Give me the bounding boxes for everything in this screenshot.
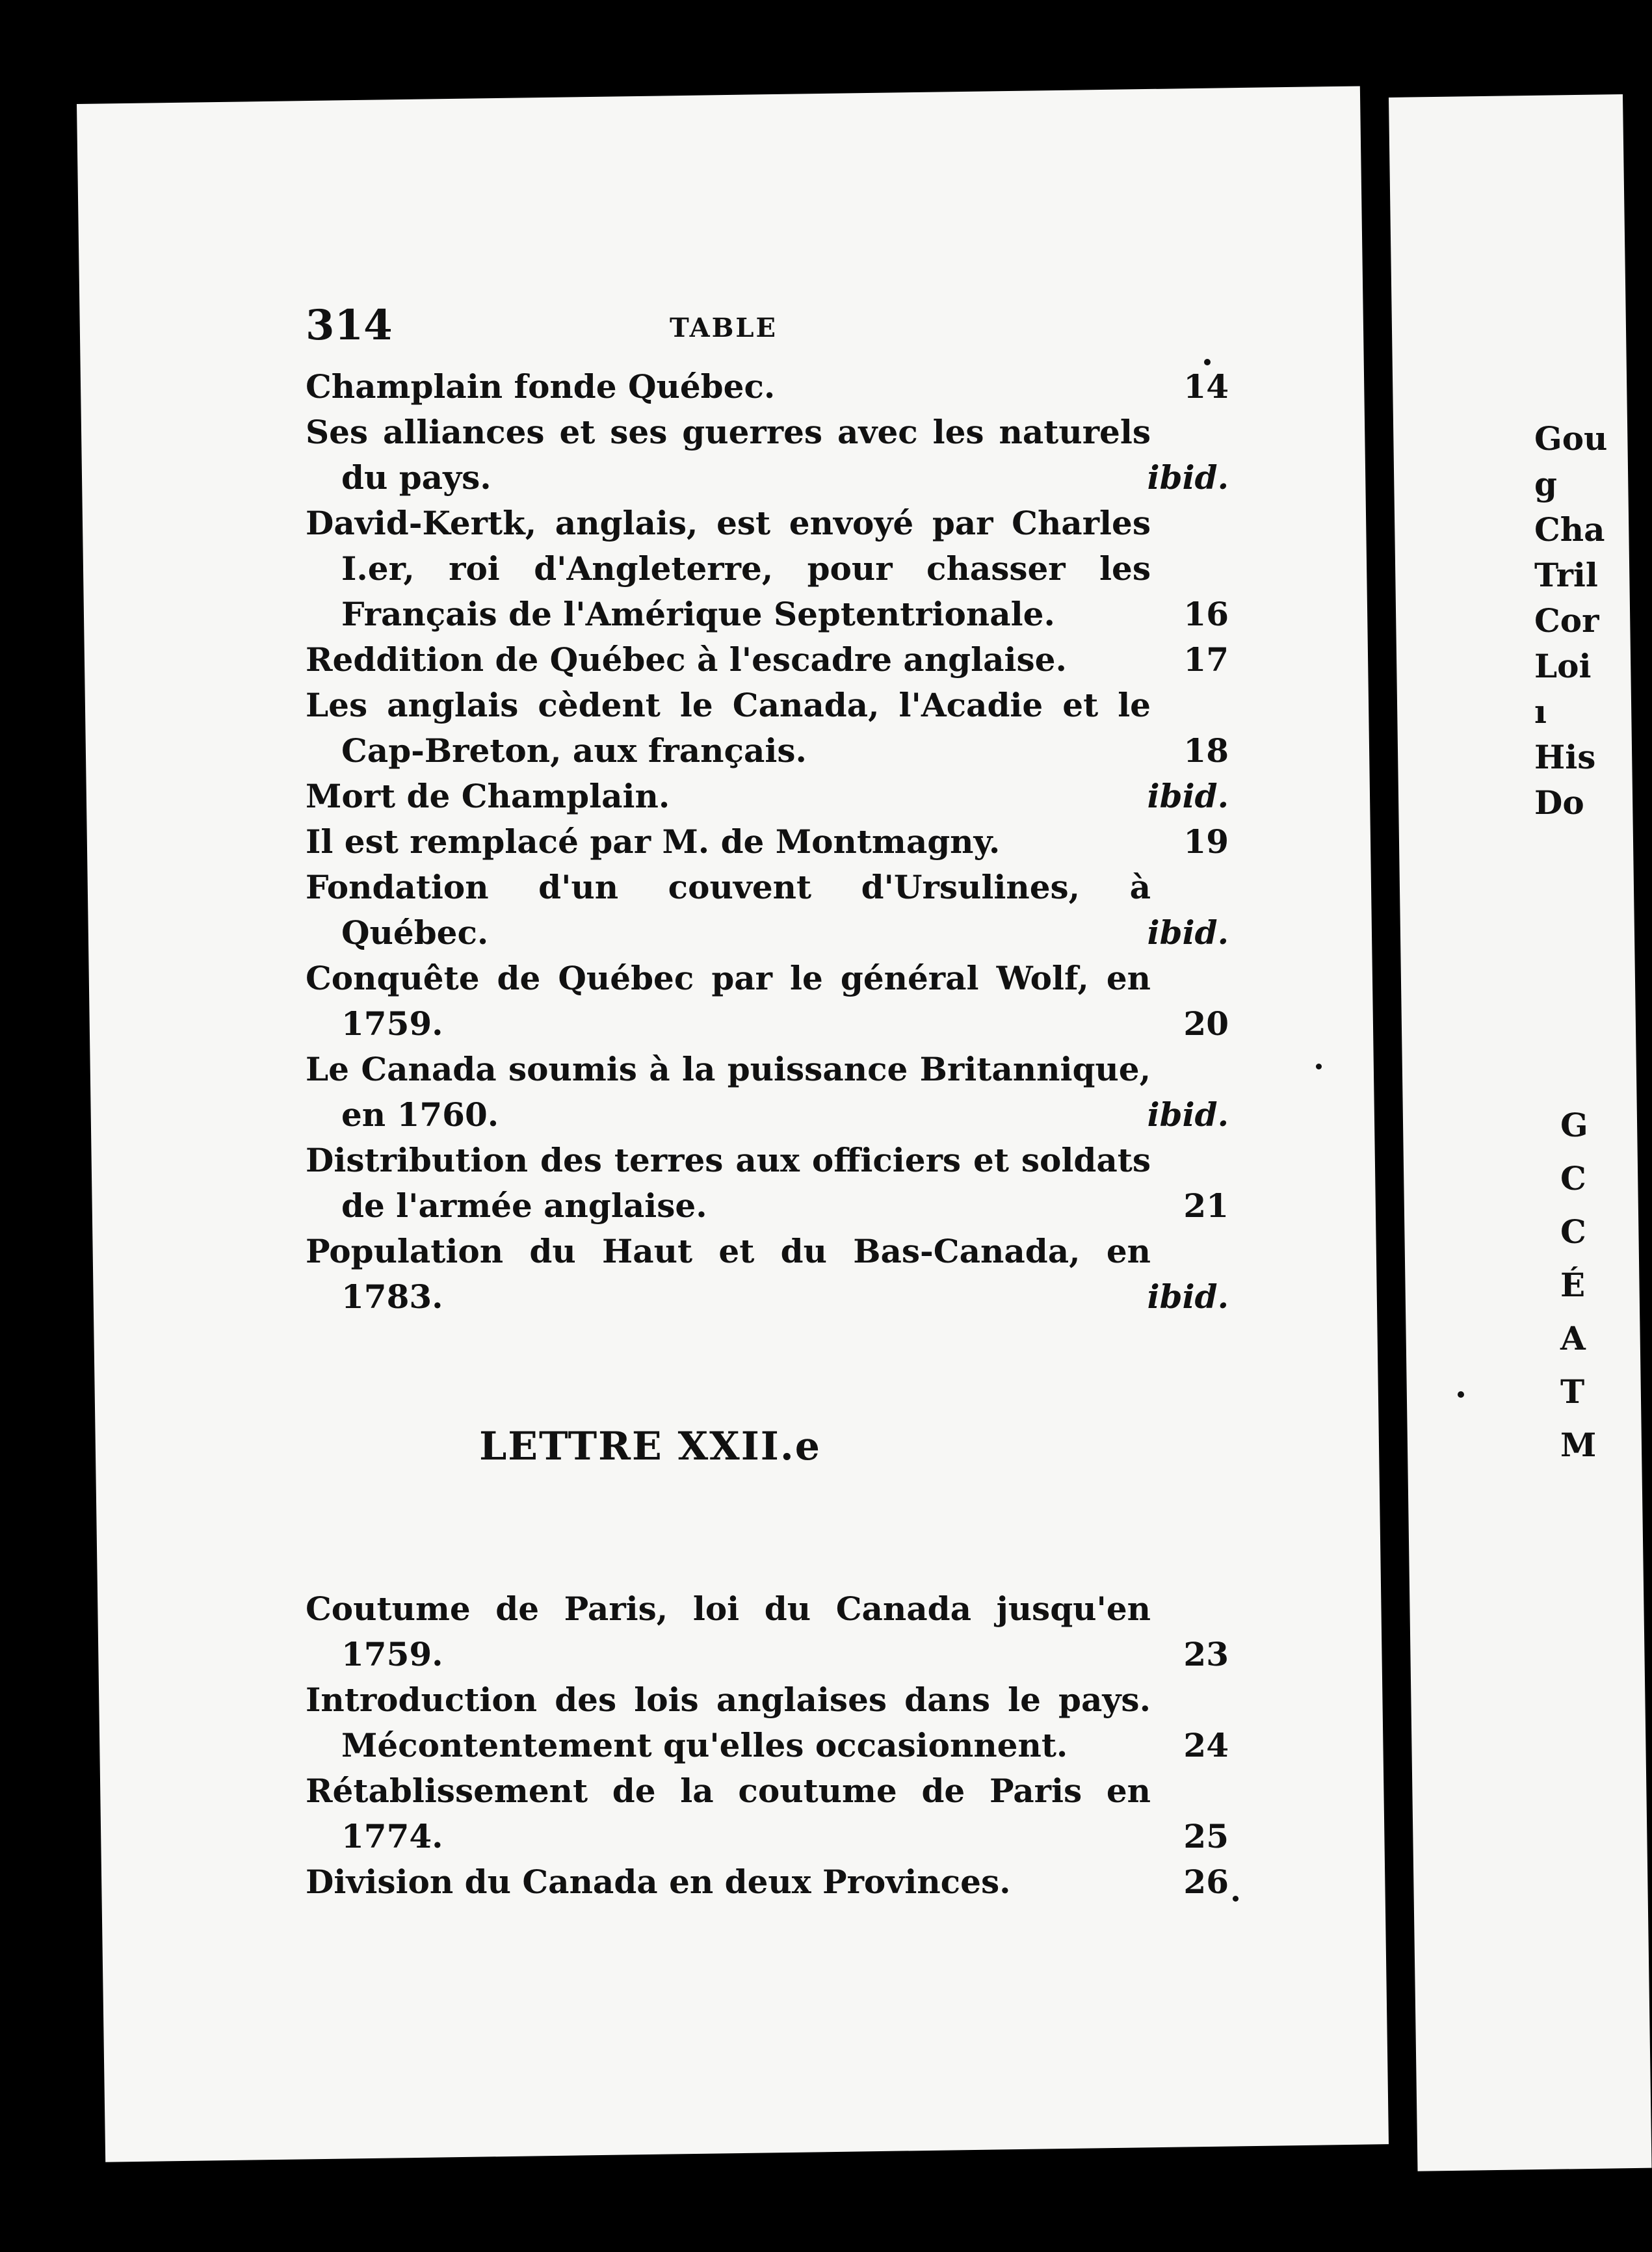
- entry-text: Champlain fonde Québec.: [306, 367, 776, 406]
- fragment-line: g: [1534, 465, 1557, 503]
- running-title: TABLE: [670, 313, 778, 343]
- fragment-line: Cha: [1534, 510, 1605, 549]
- entry-page-ref: ibid.: [1147, 1095, 1229, 1134]
- entry-page-ref: 26: [1183, 1863, 1229, 1901]
- entry-page-ref: 21: [1183, 1186, 1229, 1225]
- entry-text: Les anglais cèdent le Canada, l'Acadie et le Cap-Breton, aux français.: [306, 686, 1151, 770]
- list-item: [306, 1047, 1229, 1138]
- list-item: [306, 683, 1229, 774]
- right-page-text-fragments-lower: [1560, 1099, 1599, 1472]
- fragment-line: His: [1534, 738, 1596, 776]
- list-item: [306, 774, 1229, 819]
- list-item: [306, 1586, 1229, 1677]
- list-item: [306, 956, 1229, 1047]
- fragment-line: A: [1560, 1319, 1586, 1357]
- table-entries-letter-xxii: [306, 1586, 1229, 1905]
- fragment-line: É: [1560, 1266, 1586, 1304]
- page-header: [306, 301, 1229, 360]
- entry-text: Introduction des lois anglaises dans le pays. Mécontentement qu'elles occasionnent.: [306, 1681, 1151, 1764]
- list-item: [306, 410, 1229, 501]
- entry-page-ref: 20: [1183, 1004, 1229, 1043]
- list-item: [306, 1859, 1229, 1905]
- fragment-line: T: [1560, 1372, 1585, 1411]
- entry-text: Fondation d'un couvent d'Ursulines, à Québec.: [306, 868, 1151, 952]
- fragment-line: M: [1560, 1426, 1597, 1464]
- entry-text: Il est remplacé par M. de Montmagny.: [306, 822, 1001, 861]
- entry-page-ref: 14: [1183, 367, 1229, 406]
- list-item: [306, 501, 1229, 637]
- entry-page-ref: ibid.: [1147, 458, 1229, 497]
- entry-page-ref: 19: [1183, 822, 1229, 861]
- entry-text: Mort de Champlain.: [306, 777, 670, 815]
- fragment-line: C: [1560, 1159, 1586, 1198]
- right-page-text-fragments: [1534, 416, 1608, 826]
- entry-page-ref: 17: [1183, 640, 1229, 679]
- list-item: [306, 1229, 1229, 1320]
- list-item: [306, 1677, 1229, 1768]
- right-page: [1389, 94, 1652, 2171]
- entry-text: Coutume de Paris, loi du Canada jusqu'en 1759.: [306, 1590, 1151, 1673]
- entry-text: Distribution des terres aux officiers et soldats de l'armée anglaise.: [306, 1141, 1151, 1225]
- ink-speck: [1233, 1896, 1239, 1902]
- entry-text: Reddition de Québec à l'escadre anglaise.: [306, 640, 1067, 679]
- entry-page-ref: ibid.: [1147, 913, 1229, 952]
- entry-page-ref: 24: [1183, 1726, 1229, 1764]
- list-item: [306, 865, 1229, 956]
- list-item: [306, 637, 1229, 683]
- entry-page-ref: ibid.: [1147, 777, 1229, 815]
- entry-text: Conquête de Québec par le général Wolf, en 1759.: [306, 959, 1151, 1043]
- ink-speck: [1204, 359, 1211, 365]
- entry-page-ref: 18: [1183, 731, 1229, 770]
- letter-heading: LETTRE XXII.e: [479, 1424, 821, 1469]
- entry-text: Rétablissement de la coutume de Paris en 1774.: [306, 1772, 1151, 1855]
- ink-speck: [1316, 1064, 1322, 1069]
- entry-page-ref: 23: [1183, 1635, 1229, 1673]
- fragment-line: ı: [1534, 692, 1547, 731]
- fragment-line: G: [1560, 1106, 1588, 1144]
- fragment-line: Gou: [1534, 419, 1608, 458]
- entry-page-ref: 25: [1183, 1817, 1229, 1855]
- page-number: 314: [306, 301, 393, 350]
- fragment-line: Do: [1534, 783, 1584, 822]
- entry-page-ref: 16: [1183, 595, 1229, 633]
- fragment-line: C: [1560, 1212, 1586, 1251]
- list-item: [306, 1768, 1229, 1859]
- entry-text: Division du Canada en deux Provinces.: [306, 1863, 1011, 1901]
- fragment-line: Cor: [1534, 601, 1599, 640]
- entry-page-ref: ibid.: [1147, 1277, 1229, 1316]
- list-item: [306, 364, 1229, 410]
- entry-text: David-Kertk, anglais, est envoyé par Charles I.er, roi d'Angleterre, pour chasser les Français de l'Amérique Septentrionale.: [306, 504, 1151, 633]
- fragment-line: Tril: [1534, 556, 1598, 594]
- entry-text: Ses alliances et ses guerres avec les naturels du pays.: [306, 413, 1151, 497]
- table-entries: [306, 364, 1229, 1320]
- ink-speck: [1458, 1391, 1464, 1398]
- list-item: [306, 819, 1229, 865]
- entry-text: Population du Haut et du Bas-Canada, en 1783.: [306, 1232, 1151, 1316]
- entry-text: Le Canada soumis à la puissance Britannique, en 1760.: [306, 1050, 1151, 1134]
- list-item: [306, 1138, 1229, 1229]
- fragment-line: Loi: [1534, 647, 1592, 685]
